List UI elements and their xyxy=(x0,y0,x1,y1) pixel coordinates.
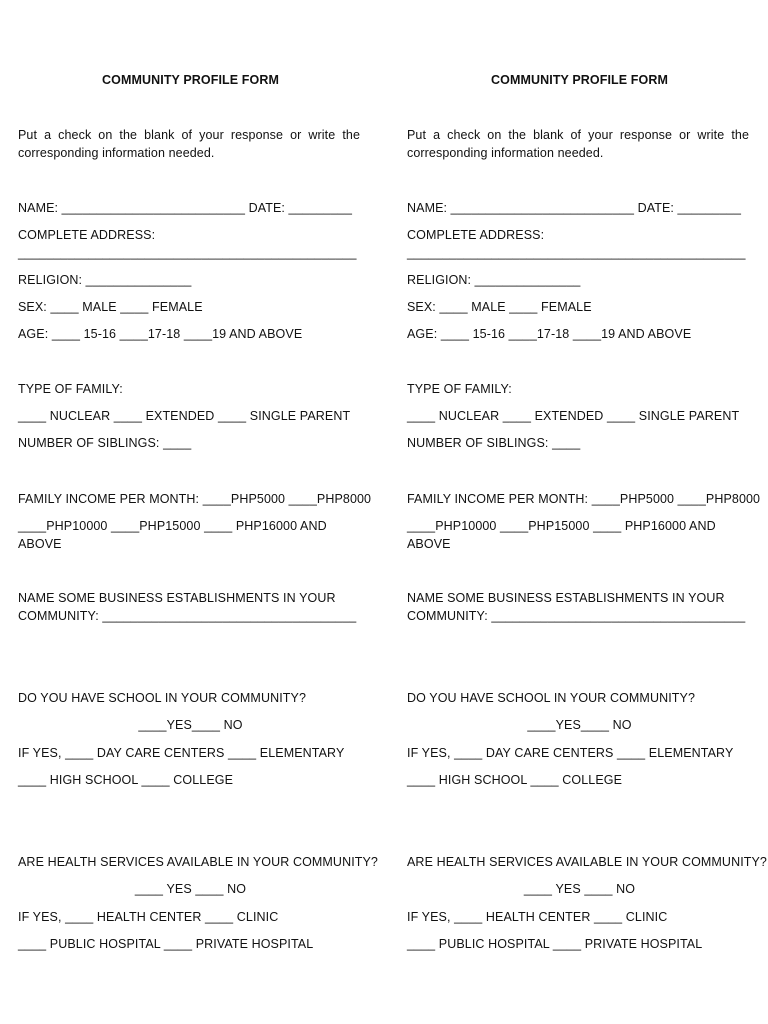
form-title: COMMUNITY PROFILE FORM xyxy=(491,73,668,87)
health-question: ARE HEALTH SERVICES AVAILABLE IN YOUR COMMUNITY? xyxy=(407,855,767,869)
address-label: COMPLETE ADDRESS: xyxy=(18,228,156,242)
name-date-field[interactable]: NAME: __________________________ DATE: _________ xyxy=(18,201,353,215)
school-yes-no-options[interactable]: ____YES____ NO xyxy=(138,718,243,732)
school-question: DO YOU HAVE SCHOOL IN YOUR COMMUNITY? xyxy=(18,691,307,705)
form-title: COMMUNITY PROFILE FORM xyxy=(102,73,279,87)
religion-field[interactable]: RELIGION: _______________ xyxy=(18,273,192,287)
address-label: COMPLETE ADDRESS: xyxy=(407,228,545,242)
school-question: DO YOU HAVE SCHOOL IN YOUR COMMUNITY? xyxy=(407,691,696,705)
siblings-field[interactable]: NUMBER OF SIBLINGS: ____ xyxy=(18,436,192,450)
sex-options[interactable]: SEX: ____ MALE ____ FEMALE xyxy=(407,300,592,314)
income-options-line1[interactable]: FAMILY INCOME PER MONTH: ____PHP5000 ____PHP8000 xyxy=(18,492,372,506)
school-type-options[interactable]: IF YES, ____ DAY CARE CENTERS ____ ELEMENTARY xyxy=(18,746,345,760)
age-options[interactable]: AGE: ____ 15-16 ____17-18 ____19 AND ABOVE xyxy=(18,327,303,341)
health-service-options[interactable]: IF YES, ____ HEALTH CENTER ____ CLINIC xyxy=(407,910,668,924)
school-type-options-more[interactable]: ____ HIGH SCHOOL ____ COLLEGE xyxy=(407,773,623,787)
health-yes-no-options[interactable]: ____ YES ____ NO xyxy=(134,882,247,896)
school-yes-no-options[interactable]: ____YES____ NO xyxy=(527,718,632,732)
income-options-line1[interactable]: FAMILY INCOME PER MONTH: ____PHP5000 ____PHP8000 xyxy=(407,492,761,506)
business-establishments-field[interactable]: NAME SOME BUSINESS ESTABLISHMENTS IN YOUR COMMUNITY: ____________________________________ xyxy=(407,591,746,623)
health-yes-no-options[interactable]: ____ YES ____ NO xyxy=(523,882,636,896)
siblings-field[interactable]: NUMBER OF SIBLINGS: ____ xyxy=(407,436,581,450)
health-service-options-more[interactable]: ____ PUBLIC HOSPITAL ____ PRIVATE HOSPITAL xyxy=(407,937,703,951)
form-instruction: Put a check on the blank of your response or write the corresponding information needed. xyxy=(407,128,749,160)
health-service-options[interactable]: IF YES, ____ HEALTH CENTER ____ CLINIC xyxy=(18,910,279,924)
religion-field[interactable]: RELIGION: _______________ xyxy=(407,273,581,287)
health-service-options-more[interactable]: ____ PUBLIC HOSPITAL ____ PRIVATE HOSPITAL xyxy=(18,937,314,951)
family-type-label: TYPE OF FAMILY: xyxy=(18,382,123,396)
community-profile-form-left xyxy=(18,0,378,1024)
health-question: ARE HEALTH SERVICES AVAILABLE IN YOUR COMMUNITY? xyxy=(18,855,378,869)
address-field[interactable]: ________________________________________________ xyxy=(407,246,746,260)
sex-options[interactable]: SEX: ____ MALE ____ FEMALE xyxy=(18,300,203,314)
community-profile-form-right xyxy=(407,0,767,1024)
school-type-options[interactable]: IF YES, ____ DAY CARE CENTERS ____ ELEMENTARY xyxy=(407,746,734,760)
name-date-field[interactable]: NAME: __________________________ DATE: _________ xyxy=(407,201,742,215)
age-options[interactable]: AGE: ____ 15-16 ____17-18 ____19 AND ABOVE xyxy=(407,327,692,341)
address-field[interactable]: ________________________________________________ xyxy=(18,246,357,260)
family-type-options[interactable]: ____ NUCLEAR ____ EXTENDED ____ SINGLE PARENT xyxy=(407,409,740,423)
income-options-line2[interactable]: ____PHP10000 ____PHP15000 ____ PHP16000 AND ABOVE xyxy=(18,519,327,551)
family-type-options[interactable]: ____ NUCLEAR ____ EXTENDED ____ SINGLE PARENT xyxy=(18,409,351,423)
family-type-label: TYPE OF FAMILY: xyxy=(407,382,512,396)
school-type-options-more[interactable]: ____ HIGH SCHOOL ____ COLLEGE xyxy=(18,773,234,787)
form-instruction: Put a check on the blank of your response or write the corresponding information needed. xyxy=(18,128,360,160)
business-establishments-field[interactable]: NAME SOME BUSINESS ESTABLISHMENTS IN YOUR COMMUNITY: ____________________________________ xyxy=(18,591,357,623)
income-options-line2[interactable]: ____PHP10000 ____PHP15000 ____ PHP16000 AND ABOVE xyxy=(407,519,716,551)
